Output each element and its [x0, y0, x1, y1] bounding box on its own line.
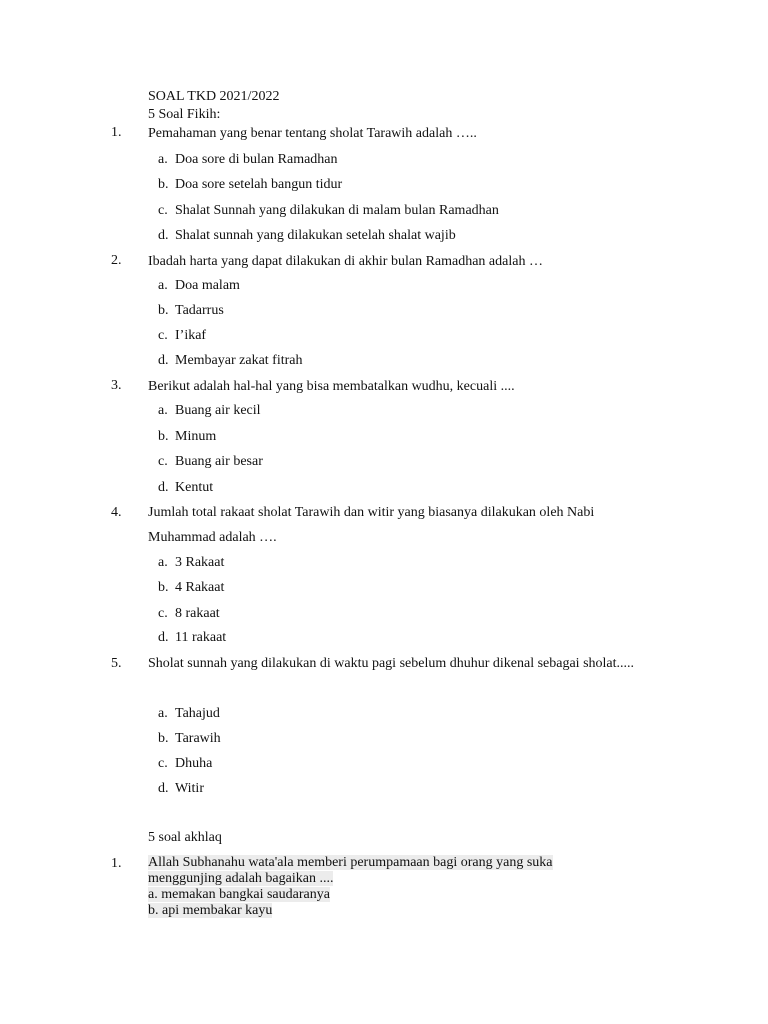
akhlaq-question-line-2: menggunjing adalah bagaikan .... — [148, 871, 334, 886]
option-text: I’ikaf — [175, 328, 207, 343]
option-a — [158, 152, 338, 168]
option-text: Tarawih — [175, 731, 221, 746]
option-letter: a. — [158, 555, 168, 570]
option-text: Shalat sunnah yang dilakukan setelah shalat wajib — [175, 228, 456, 243]
option-b — [158, 580, 224, 596]
option-letter: d. — [158, 228, 169, 243]
option-d — [158, 228, 456, 244]
option-text: Doa sore di bulan Ramadhan — [175, 152, 338, 167]
option-letter: a. — [158, 278, 168, 293]
akhlaq-question-1 — [148, 855, 608, 919]
option-c — [158, 328, 206, 344]
option-letter: b. — [158, 303, 169, 318]
option-c — [158, 203, 499, 219]
option-letter: d. — [158, 480, 169, 495]
option-text: Tadarrus — [175, 303, 224, 318]
question-number: 3. — [111, 378, 122, 393]
akhlaq-question-number: 1. — [111, 856, 122, 871]
question-text: Sholat sunnah yang dilakukan di waktu pagi sebelum dhuhur dikenal sebagai sholat..... — [148, 656, 635, 671]
option-a — [158, 706, 220, 722]
option-letter: b. — [158, 429, 169, 444]
akhlaq-option-b: b. api membakar kayu — [148, 903, 273, 918]
option-text: Buang air kecil — [175, 403, 261, 418]
option-d — [158, 630, 226, 646]
option-letter: b. — [158, 580, 169, 595]
option-letter: b. — [158, 177, 169, 192]
option-text: 4 Rakaat — [175, 580, 225, 595]
question-text: Pemahaman yang benar tentang sholat Tarawih adalah ….. — [148, 126, 477, 141]
option-letter: c. — [158, 203, 168, 218]
option-c — [158, 606, 220, 622]
option-letter: c. — [158, 756, 168, 771]
option-letter: d. — [158, 353, 169, 368]
option-b — [158, 177, 342, 193]
option-text: 8 rakaat — [175, 606, 220, 621]
akhlaq-question-line-1: Allah Subhanahu wata'ala memberi perumpamaan bagi orang yang suka — [148, 855, 553, 870]
option-c — [158, 454, 263, 470]
question-number: 5. — [111, 656, 122, 671]
document-title: SOAL TKD 2021/2022 — [148, 89, 280, 104]
option-text: Buang air besar — [175, 454, 263, 469]
option-b — [158, 731, 221, 747]
question-text: Ibadah harta yang dapat dilakukan di akhir bulan Ramadhan adalah … — [148, 254, 543, 269]
option-c — [158, 756, 212, 772]
option-a — [158, 555, 224, 571]
option-letter: a. — [158, 706, 168, 721]
option-text: Witir — [175, 781, 204, 796]
akhlaq-option-a: a. memakan bangkai saudaranya — [148, 887, 330, 902]
option-letter: d. — [158, 781, 169, 796]
section-akhlaq-heading: 5 soal akhlaq — [148, 830, 222, 845]
option-text: Membayar zakat fitrah — [175, 353, 303, 368]
option-text: Minum — [175, 429, 217, 444]
option-text: 11 rakaat — [175, 630, 227, 645]
option-letter: a. — [158, 403, 168, 418]
option-text: Kentut — [175, 480, 214, 495]
option-letter: c. — [158, 454, 168, 469]
option-text: Doa malam — [175, 278, 240, 293]
option-text: Doa sore setelah bangun tidur — [175, 177, 343, 192]
question-number: 1. — [111, 125, 122, 140]
option-a — [158, 403, 261, 419]
option-text: Dhuha — [175, 756, 213, 771]
option-text: 3 Rakaat — [175, 555, 225, 570]
option-letter: b. — [158, 731, 169, 746]
question-text: Jumlah total rakaat sholat Tarawih dan witir yang biasanya dilakukan oleh Nabi Muhammad adalah …. — [148, 505, 595, 545]
option-d — [158, 480, 213, 496]
option-b — [158, 429, 216, 445]
option-a — [158, 278, 240, 294]
option-d — [158, 353, 303, 369]
option-letter: c. — [158, 328, 168, 343]
option-letter: a. — [158, 152, 168, 167]
option-letter: d. — [158, 630, 169, 645]
question-number: 4. — [111, 505, 122, 520]
option-text: Tahajud — [175, 706, 220, 721]
option-text: Shalat Sunnah yang dilakukan di malam bulan Ramadhan — [175, 203, 499, 218]
option-d — [158, 781, 204, 797]
section-fikih-heading: 5 Soal Fikih: — [148, 107, 221, 122]
option-b — [158, 303, 224, 319]
question-text: Berikut adalah hal-hal yang bisa membatalkan wudhu, kecuali .... — [148, 379, 515, 394]
option-letter: c. — [158, 606, 168, 621]
question-number: 2. — [111, 253, 122, 268]
